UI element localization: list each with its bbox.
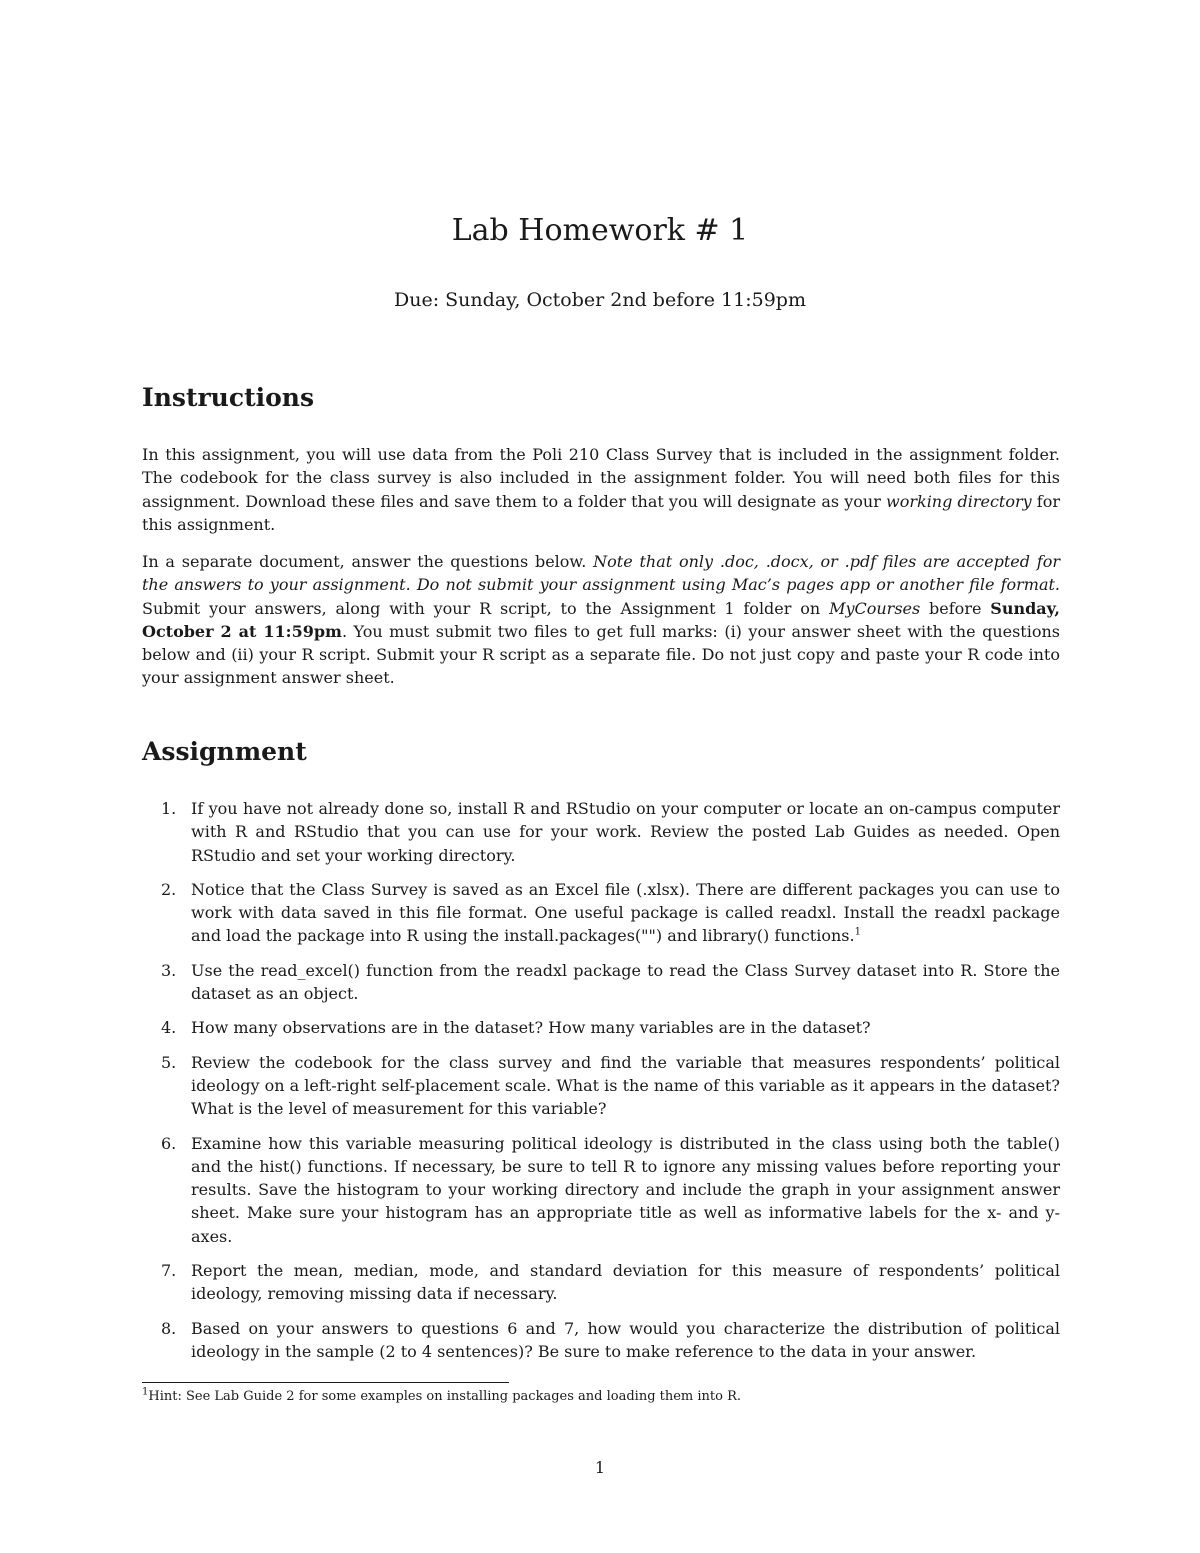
text-segment: In a separate document, answer the questions below.: [142, 552, 594, 571]
item-text: Review the codebook for the class survey and find the variable that measures respondents’ political ideology on a left-right self-placement scale. What is the name of this variable as it appears in the dataset? What is the level of measurement for this variable?: [191, 1052, 1060, 1119]
question-list: [142, 797, 1060, 1363]
item-text: Notice that the Class Survey is saved as an Excel file (.xlsx). There are different packages you can use to work with data saved in this file format. One useful package is called readxl. Install the readxl package and load the package into R using the install.packages("") and library() functions.: [191, 879, 1060, 946]
item-number: 1.: [161, 799, 177, 818]
list-item: [142, 878, 1060, 948]
text-segment: before: [920, 598, 991, 618]
text-segment: . You must submit two files to get full marks: (i) your answer sheet with the questions below and (ii) your R script. Submit your R script as a separate file. Do not just copy and paste your R code into your assignment answer sheet.: [142, 621, 1060, 688]
text-segment: for this assignment.: [142, 491, 1061, 534]
italic-segment: working directory: [886, 491, 1032, 511]
list-item: [142, 1132, 1060, 1248]
italic-segment: Note that only .doc, .docx, or .pdf files are accepted for the answers to your assignment. Do not submit your assignment using Mac’s pages app or another file format.: [142, 552, 1060, 595]
item-number: 6.: [161, 1133, 177, 1153]
item-text: Report the mean, median, mode, and standard deviation for this measure of respondents’ political ideology, removing missing data if necessary.: [191, 1261, 1060, 1304]
footnote-number: 1: [142, 1386, 149, 1398]
document-title: Lab Homework # 1: [451, 213, 749, 248]
due-date: Due: Sunday, October 2nd before 11:59pm: [394, 289, 806, 311]
item-text: Based on your answers to questions 6 and 7, how would you characterize the distribution of political ideology in the sample (2 to 4 sentences)? Be sure to make reference to the data in your answer.: [191, 1318, 1060, 1361]
item-text: If you have not already done so, install R and RStudio on your computer or locate an on-campus computer with R and RStudio that you can use for your work. Review the posted Lab Guides as needed. Open RStudio and set your working directory.: [191, 799, 1060, 865]
instructions-paragraph-1: [142, 443, 1060, 536]
assignment-heading: Assignment: [142, 737, 307, 766]
list-item: [142, 1051, 1060, 1121]
item-text: Use the read_excel() function from the readxl package to read the Class Survey dataset into R. Store the dataset as an object.: [191, 960, 1060, 1004]
item-number: 8.: [161, 1318, 177, 1338]
bold-segment: Sunday, October 2 at 11:59pm: [142, 598, 1060, 641]
italic-segment: MyCourses: [829, 598, 921, 618]
item-number: 4.: [161, 1018, 177, 1038]
list-item: [142, 1317, 1060, 1364]
item-number: 5.: [161, 1052, 177, 1072]
item-text: How many observations are in the dataset? How many variables are in the dataset?: [191, 1018, 871, 1038]
item-text: Examine how this variable measuring political ideology is distributed in the class using both the table() and the hist() functions. If necessary, be sure to tell R to ignore any missing values before reporting your results. Save the histogram to your working directory and include the graph in your assignment answer sheet. Make sure your histogram has an appropriate title as well as informative labels for the x- and y-axes.: [191, 1133, 1060, 1246]
item-number: 3.: [161, 960, 177, 980]
footnote-text: Hint: See Lab Guide 2 for some examples on installing packages and loading them into R.: [148, 1389, 742, 1404]
text-segment: Submit your answers, along with your R script, to the Assignment 1 folder on: [142, 598, 830, 618]
list-item: [142, 1016, 1060, 1039]
list-item: [142, 1259, 1060, 1306]
instructions-paragraph-2: [142, 550, 1060, 690]
page-number: 1: [594, 1458, 606, 1477]
footnote-divider: [142, 1382, 509, 1383]
item-number: 2.: [161, 879, 177, 899]
footnote: [142, 1388, 1060, 1406]
item-number: 7.: [161, 1261, 177, 1281]
instructions-heading: Instructions: [142, 383, 315, 412]
text-segment: In this assignment, you will use data from the Poli 210 Class Survey that is included in the assignment folder. The codebook for the class survey is also included in the assignment folder. You will need both files for this assignment. Download these files and save them to a folder that you will designate as your: [142, 445, 1060, 511]
list-item: [142, 959, 1060, 1006]
footnote-mark: 1: [854, 927, 861, 939]
list-item: [142, 797, 1060, 867]
